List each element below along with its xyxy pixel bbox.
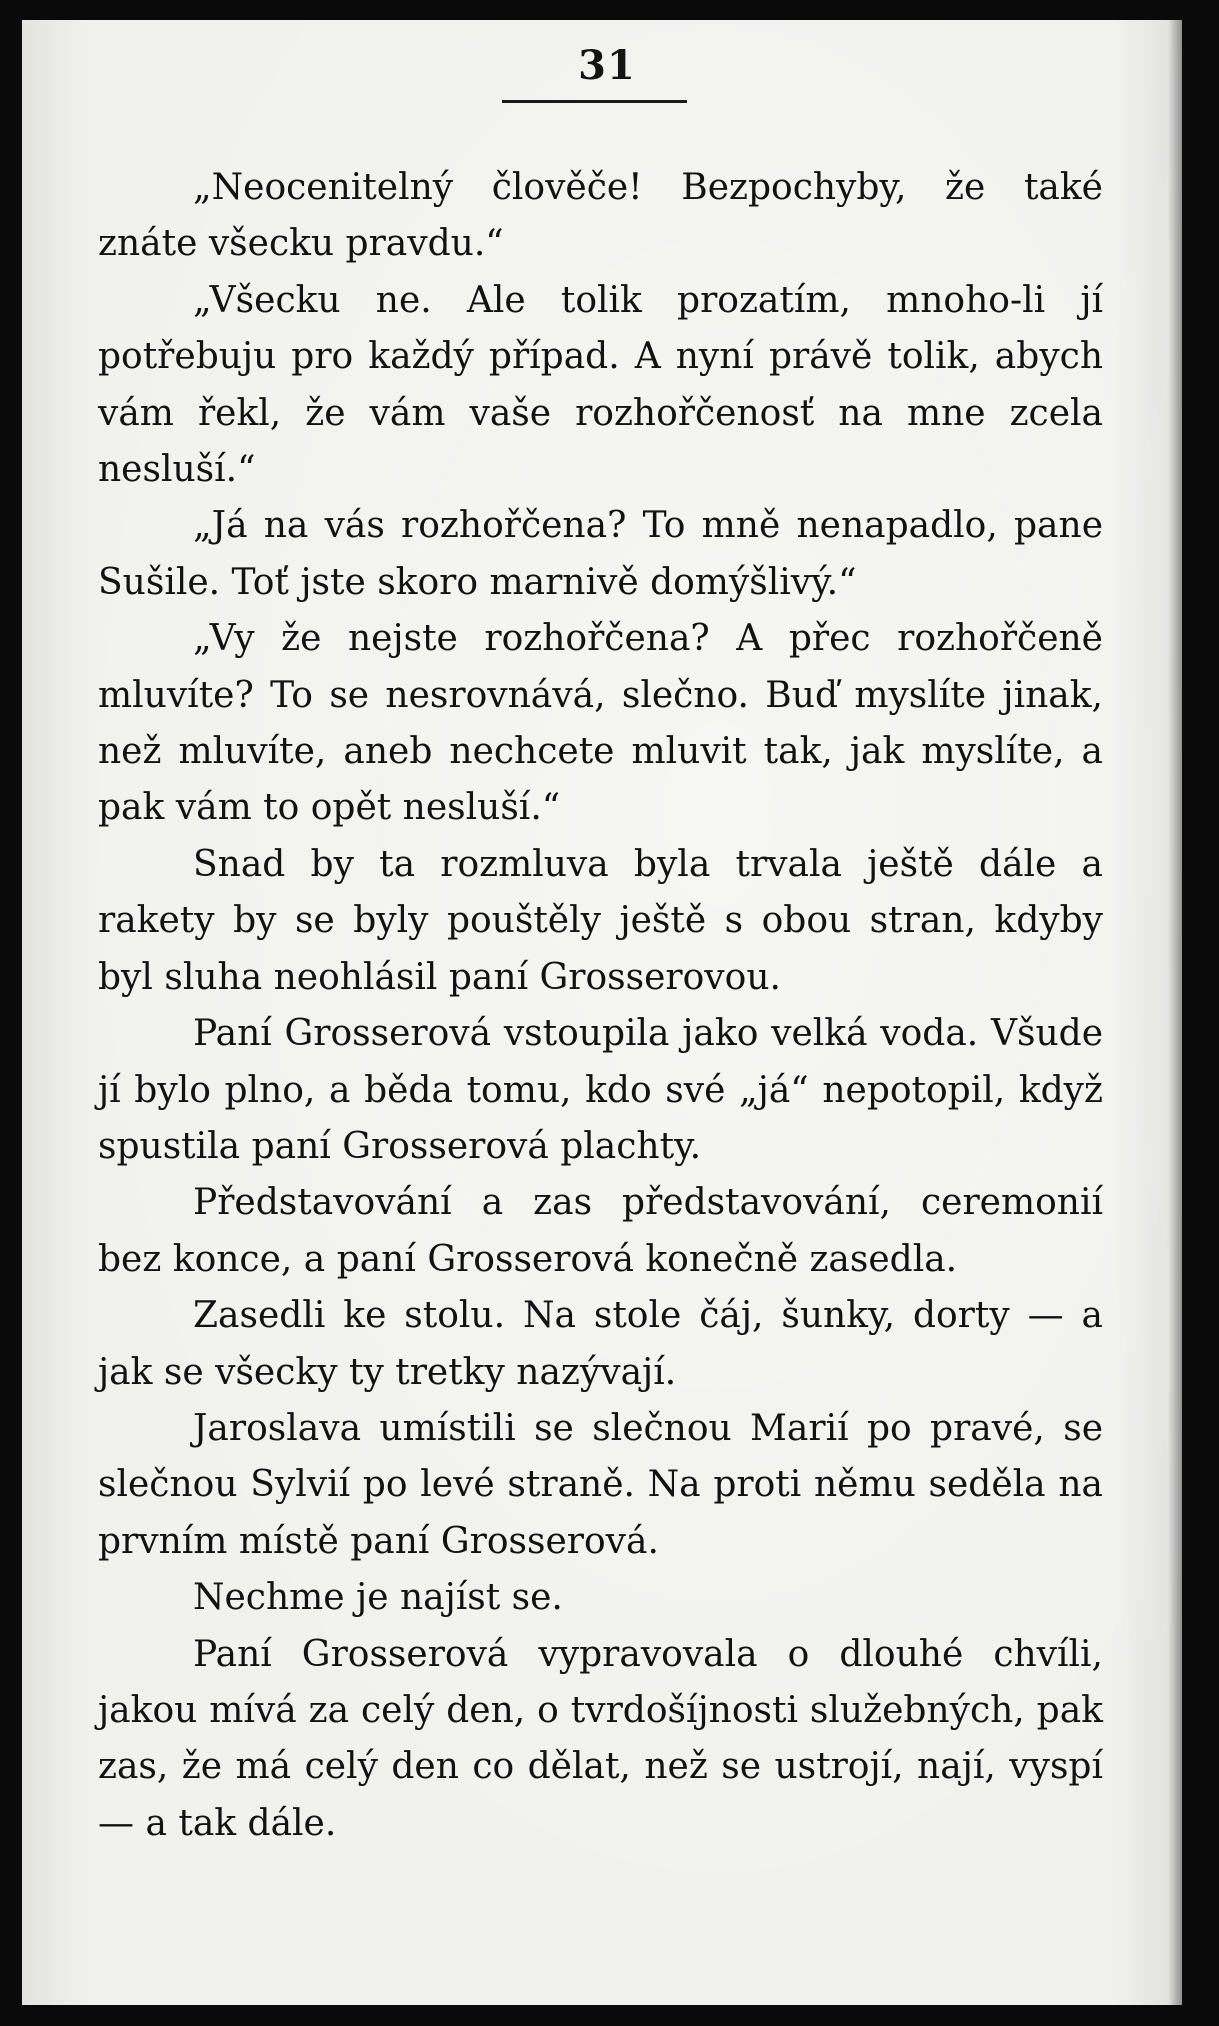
paragraph-2: „Všecku ne. Ale tolik prozatím, mnoho-li jí potřebuju pro každý případ. A nyní právě tolik, abych vám řekl, že vám vaše rozhořčenosť na mne zcela nesluší.“	[98, 279, 1103, 491]
paragraph-5: Snad by ta rozmluva byla trvala ještě dále a rakety by se byly pouštěly ještě s obou stran, kdyby byl sluha neohlásil paní Grosserovou.	[98, 843, 1103, 998]
paragraph-4: „Vy že nejste rozhořčena? A přec rozhořčeně mluvíte? To se nesrovnává, slečno. Buď myslíte jinak, než mluvíte, aneb nechcete mluvit tak, jak myslíte, a pak vám to opět nesluší.“	[98, 618, 1103, 829]
paragraph-3: „Já na vás rozhořčena? To mně nenapadlo, pane Sušile. Toť jste skoro marnivě domýšlivý.“	[98, 505, 1103, 603]
page-edge-shadow	[1168, 20, 1182, 2005]
header-rule	[502, 100, 687, 103]
paragraph-10: Nechme je najíst se.	[193, 1577, 563, 1619]
page-number: 31	[578, 42, 636, 89]
paragraph-9: Jaroslava umístili se slečnou Marií po pravé, se slečnou Sylvií po levé straně. Na proti němu seděla na prvním místě paní Grosserová.	[98, 1407, 1103, 1562]
paragraph-8: Zasedli ke stolu. Na stole čáj, šunky, dorty — a jak se všecky ty tretky nazývají.	[98, 1295, 1103, 1393]
paragraph-11: Paní Grosserová vypravovala o dlouhé chvíli, jakou mívá za celý den, o tvrdošíjnosti služebných, pak zas, že má celý den co dělat, než se ustrojí, nají, vyspí — a tak dále.	[98, 1633, 1103, 1844]
page-body-text	[98, 160, 1103, 1852]
paragraph-1: „Neocenitelný člověče! Bezpochyby, že také znáte všecku pravdu.“	[98, 167, 1103, 265]
book-page	[22, 20, 1182, 2005]
paragraph-7: Představování a zas představování, ceremonií bez konce, a paní Grosserová konečně zasedla.	[98, 1182, 1103, 1280]
paragraph-6: Paní Grosserová vstoupila jako velká voda. Všude jí bylo plno, a běda tomu, kdo své „já“ nepotopil, když spustila paní Grosserová plachty.	[98, 1013, 1103, 1167]
